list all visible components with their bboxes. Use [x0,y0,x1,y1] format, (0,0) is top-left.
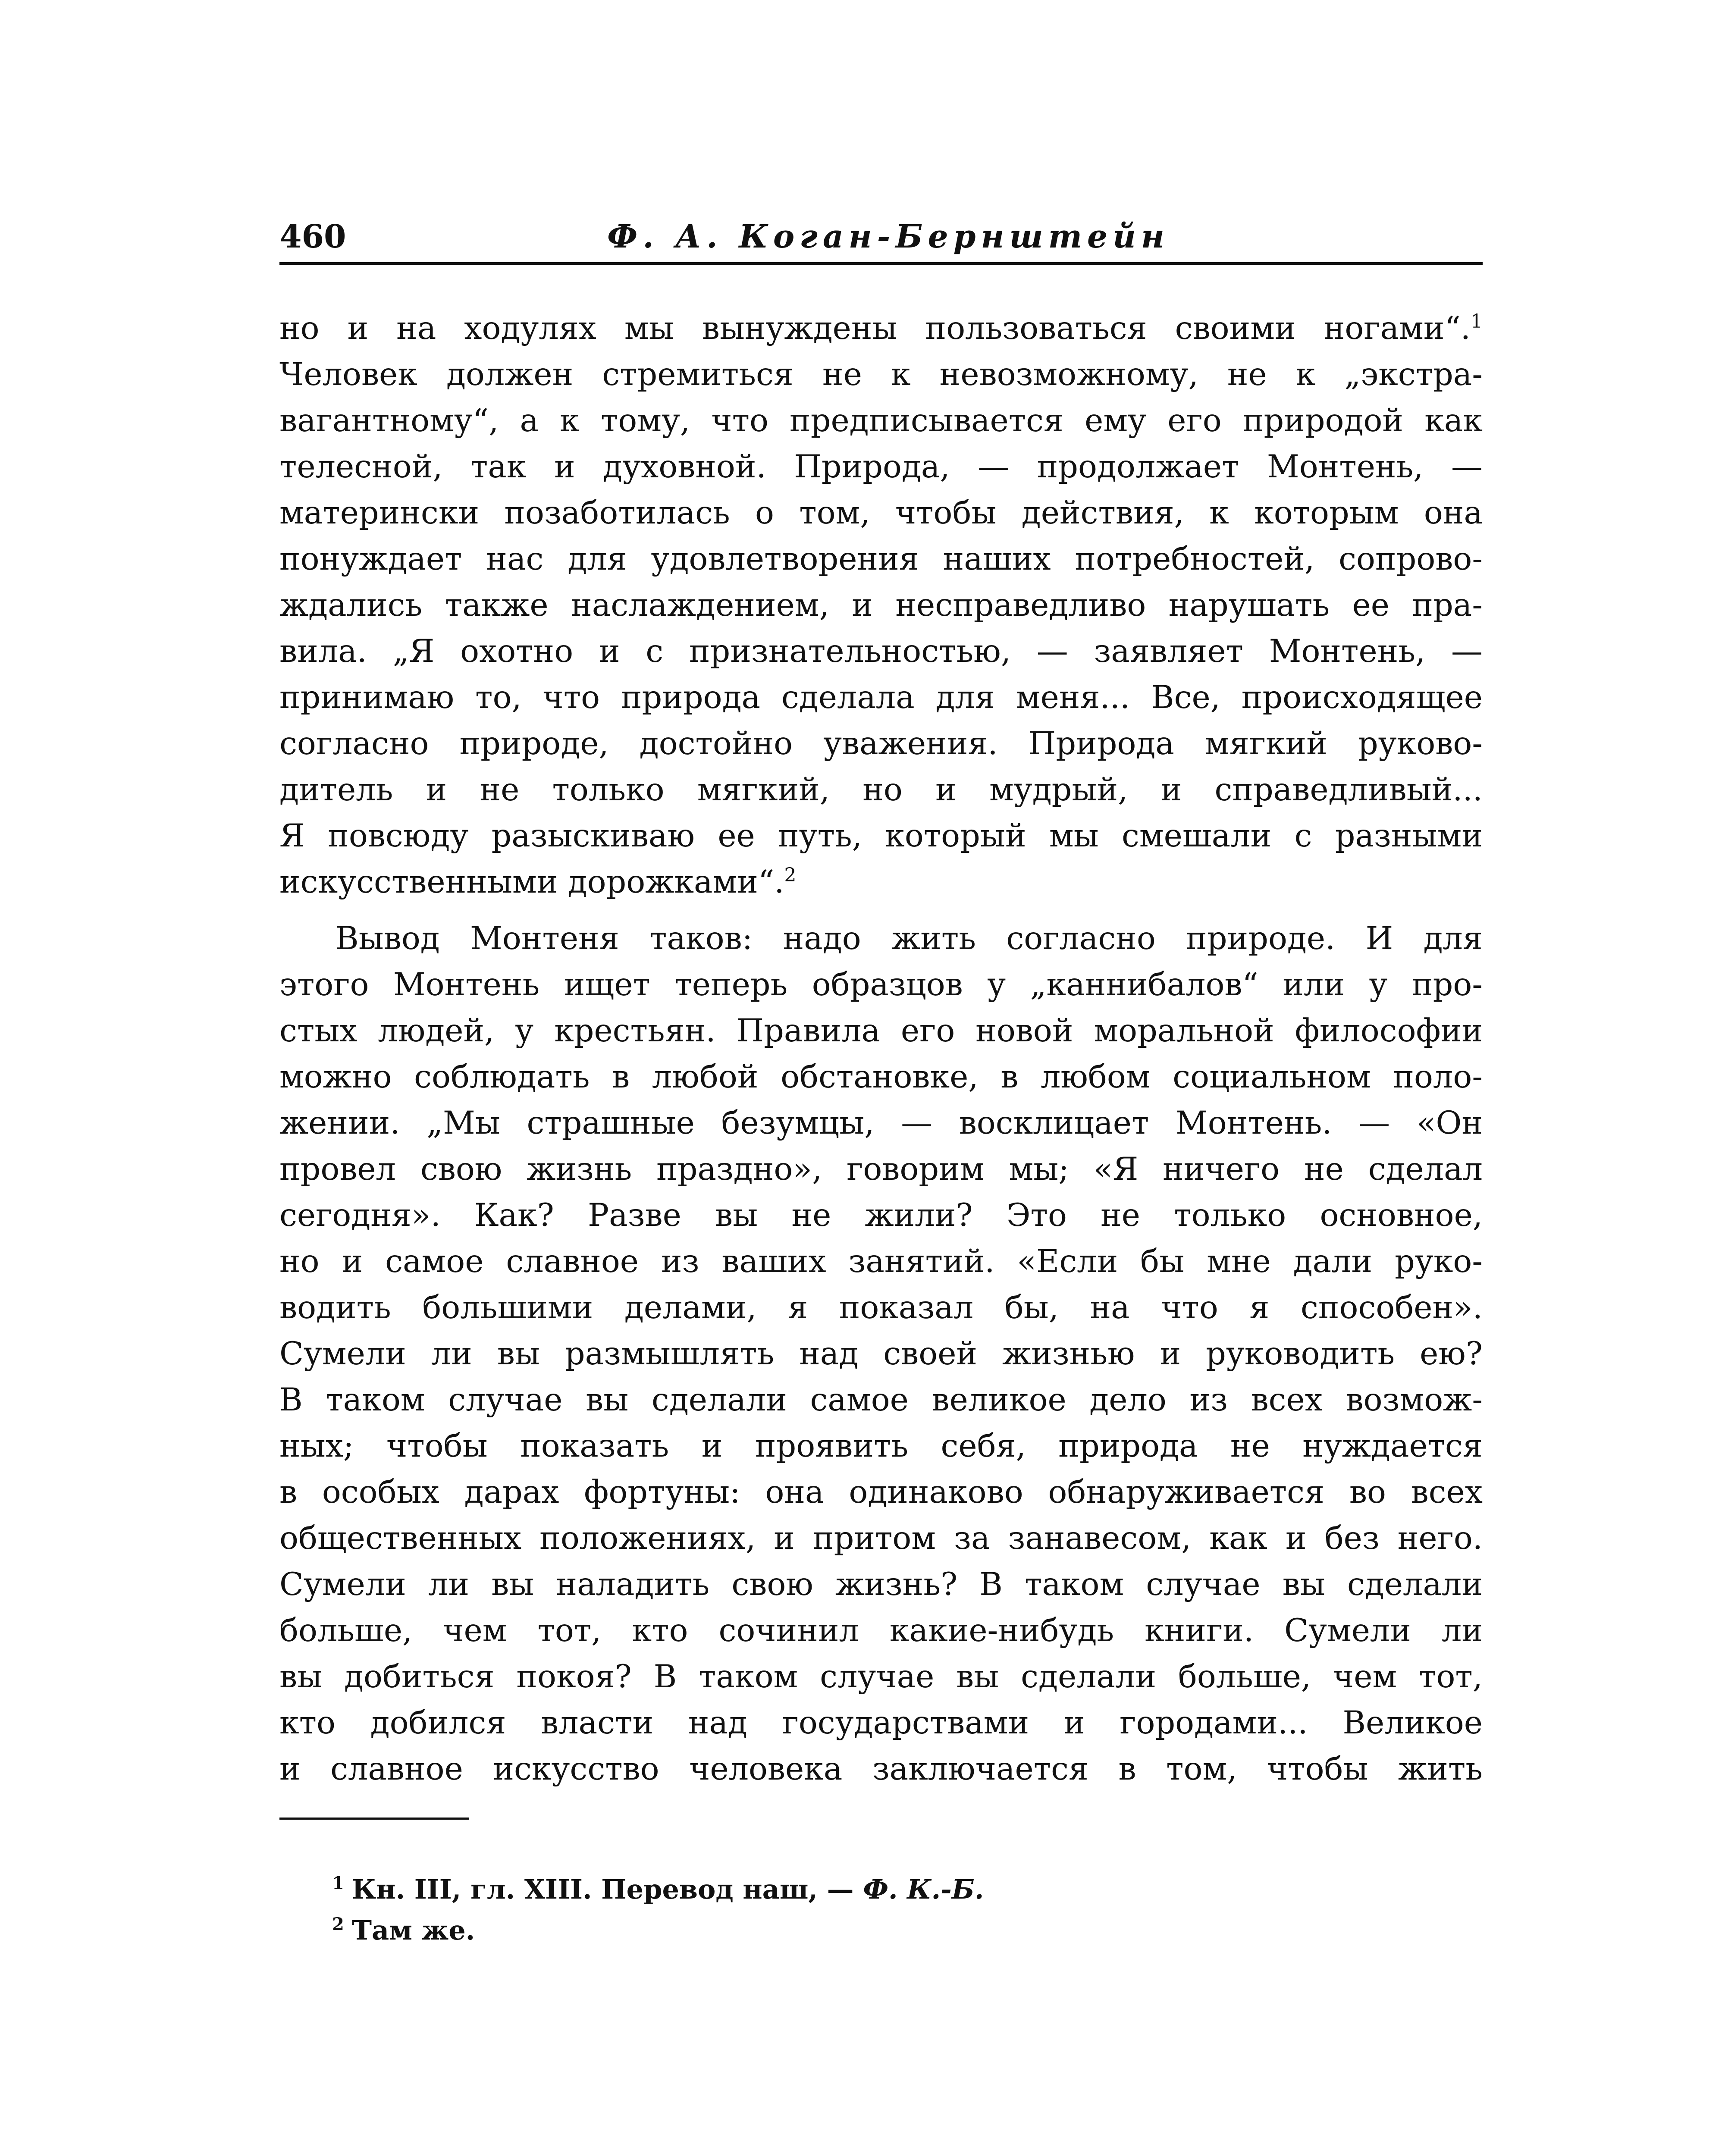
text-line [279,351,1483,398]
text-line-content: общественных положениях, и притом за занавесом, как и без него. [279,1520,1483,1557]
text-line [279,721,1483,767]
text-line-content: понуждает нас для удовлетворения наших потребностей, сопрово- [279,541,1483,577]
text-line [279,536,1483,582]
text-line [279,1423,1483,1469]
text-line [279,1746,1483,1792]
text-line-content: Сумели ли вы размышлять над своей жизнью и руководить ею? [279,1335,1483,1372]
text-line [279,305,1483,351]
footnotes [332,1863,1453,1945]
text-line [279,962,1483,1008]
text-line [279,674,1483,721]
text-line-content: ных; чтобы показать и проявить себя, природа не нуждается [279,1428,1483,1464]
text-line [279,1238,1483,1285]
text-line-content: но и самое славное из ваших занятий. «Если бы мне дали руко- [279,1243,1483,1280]
page-number: 460 [279,218,346,255]
text-line [279,1377,1483,1423]
text-line-content: кто добился власти над государствами и городами... Великое [279,1705,1483,1741]
text-line-content: Вывод Монтеня таков: надо жить согласно природе. И для [336,920,1483,957]
text-line [279,1654,1483,1700]
text-line-content: сегодня». Как? Разве вы не жили? Это не только основное, [279,1197,1483,1234]
page-header [279,215,1483,265]
text-line [279,398,1483,444]
footnote-number: 2 [332,1914,344,1934]
text-line [279,1285,1483,1331]
text-line [279,1100,1483,1146]
text-line-content: ждались также наслаждением, и несправедливо нарушать ее пра- [279,587,1483,624]
text-line [279,1469,1483,1515]
text-line [279,490,1483,536]
text-line [279,444,1483,490]
paragraph-gap [279,905,1483,915]
text-line [279,1561,1483,1608]
footnote-text: Кн. III, гл. XIII. Перевод наш, — [351,1874,863,1905]
text-line [279,1146,1483,1192]
text-line-content: жении. „Мы страшные безумцы, — восклицает Монтень. — «Он [279,1105,1483,1141]
text-line-content: вила. „Я охотно и с признательностью, — заявляет Монтень, — [279,633,1483,670]
text-line-content: искусственными дорожками“. [279,864,784,900]
text-line-content: В таком случае вы сделали самое великое дело из всех возмож- [279,1382,1483,1418]
text-line [279,1054,1483,1100]
footnote [332,1904,1453,1945]
text-line [279,813,1483,859]
text-line [279,1608,1483,1654]
footnote-reference: 2 [784,864,797,886]
text-line-content: но и на ходулях мы вынуждены пользоваться своими ногами“. [279,310,1471,347]
text-line-content: стых людей, у крестьян. Правила его новой моральной философии [279,1012,1483,1049]
text-line [279,1008,1483,1054]
footnote-number: 1 [332,1873,344,1893]
text-line-content: и славное искусство человека заключается в том, чтобы жить [279,1751,1483,1787]
text-line [279,859,1483,905]
text-line [279,628,1483,674]
text-line-content: водить большими делами, я показал бы, на что я способен». [279,1289,1483,1326]
text-line [279,1515,1483,1561]
text-line-content: этого Монтень ищет теперь образцов у „каннибалов“ или у про- [279,966,1483,1003]
text-line-content: телесной, так и духовной. Природа, — продолжает Монтень, — [279,448,1483,485]
footnote-reference: 1 [1471,310,1483,332]
text-line [279,767,1483,813]
text-line-content: Человек должен стремиться не к невозможному, не к „экстра- [279,356,1483,393]
footnote-text: Там же. [351,1915,475,1946]
footnote-signature: Ф. К.-Б. [863,1874,984,1905]
text-line-content: Я повсюду разыскиваю ее путь, который мы смешали с разными [279,818,1483,854]
main-text [279,305,1483,1792]
text-line-content: вагантному“, а к тому, что предписывается ему его природой как [279,402,1483,439]
text-line-content: провел свою жизнь праздно», говорим мы; «Я ничего не сделал [279,1151,1483,1188]
text-line-content: согласно природе, достойно уважения. Природа мягкий руково- [279,725,1483,762]
running-head: Ф. А. Коган-Бернштейн [607,218,1170,255]
text-line [279,1700,1483,1746]
footnote-divider [279,1818,469,1820]
text-line-content: матерински позаботилась о том, чтобы действия, к которым она [279,495,1483,531]
text-line-content: принимаю то, что природа сделала для меня... Все, происходящее [279,679,1483,716]
text-line-content: вы добиться покоя? В таком случае вы сделали больше, чем тот, [279,1658,1483,1695]
text-line [279,915,1483,962]
text-line-content: можно соблюдать в любой обстановке, в любом социальном поло- [279,1059,1483,1095]
footnote [332,1863,1453,1904]
text-line-content: Сумели ли вы наладить свою жизнь? В таком случае вы сделали [279,1566,1483,1603]
text-line-content: больше, чем тот, кто сочинил какие-нибудь книги. Сумели ли [279,1612,1483,1649]
text-line-content: в особых дарах фортуны: она одинаково обнаруживается во всех [279,1474,1483,1510]
text-line [279,1192,1483,1238]
text-line [279,582,1483,628]
text-line-content: дитель и не только мягкий, но и мудрый, и справедливый... [279,771,1483,808]
text-line [279,1331,1483,1377]
